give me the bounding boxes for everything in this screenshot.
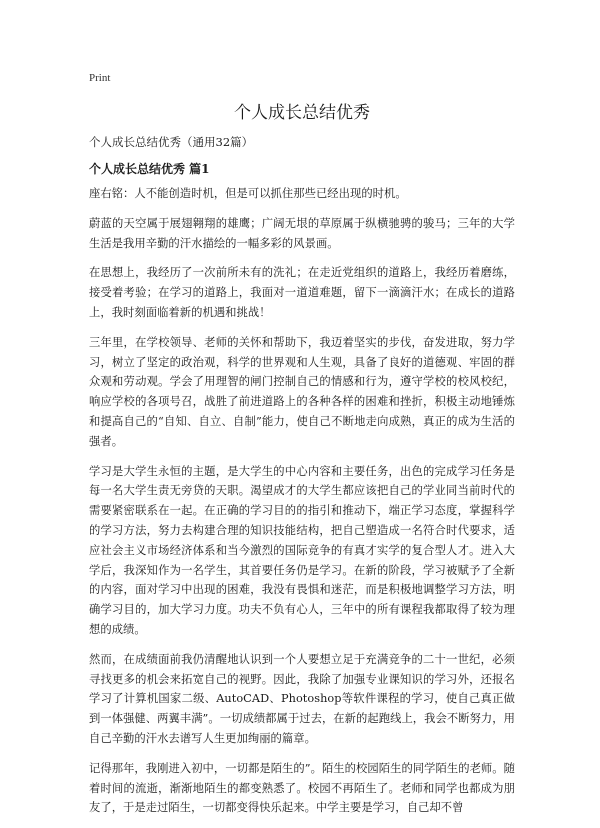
paragraph: 蔚蓝的天空属于展翅翱翔的雄鹰；广阔无垠的草原属于纵横驰骋的骏马；三年的大学生活是我用辛勤的汗水描绘的一幅多彩的风景画。 [89, 216, 515, 250]
document-subtitle: 个人成长总结优秀（通用32篇） [89, 135, 254, 149]
page-title: 个人成长总结优秀 [234, 103, 370, 123]
paragraph-motto: 座右铭：人不能创造时机，但是可以抓住那些已经出现的时机。 [89, 187, 407, 200]
document-body [89, 184, 515, 828]
paragraph: 记得那年，我刚进入初中，一切都是陌生的”。陌生的校园陌生的同学陌生的老师。随着时间的流逝，渐渐地陌生的都变熟悉了。校园不再陌生了。老师和同学也都成为朋友了，于是走过陌生，一切都变得快乐起来。中学主要是学习，自己却不曾 [89, 761, 515, 815]
paragraph: 然而，在成绩面前我仍清醒地认识到一个人要想立足于充满竞争的二十一世纪，必须寻找更多的机会来拓宽自己的视野。因此，我除了加强专业课知识的学习外，还报名学习了计算机国家二级、AutoCAD、Photoshop等软件课程的学习，使自己真正做到一体强健、两翼丰满”。一切成绩都属于过去，在新的起跑线上，我会不断努力，用自己辛勤的汗水去谱写人生更加绚丽的篇章。 [89, 652, 515, 745]
paragraph: 在思想上，我经历了一次前所未有的洗礼；在走近党组织的道路上，我经历着磨练，接受着考验；在学习的道路上，我面对一道道难题，留下一滴滴汗水；在成长的道路上，我时刻面临着新的机遇和挑战！ [89, 266, 515, 319]
paragraph: 学习是大学生永恒的主题，是大学生的中心内容和主要任务，出色的完成学习任务是每一名大学生责无旁贷的天职。渴望成才的大学生都应该把自己的学业同当前时代的需要紧密联系在一起。在正确的学习目的的指引和推动下，端正学习态度，掌握科学的学习方法，努力去构建合理的知识技能结构，把自己塑造成一名符合时代要求，适应社会主义市场经济体系和当今激烈的国际竞争的有真才实学的复合型人才。进入大学后，我深知作为一名学生，其首要任务仍是学习。在新的阶段，学习被赋予了全新的内容，面对学习中出现的困难，我没有畏惧和迷茫，而是积极地调整学习方法，明确学习目的，加大学习力度。功夫不负有心人，三年中的所有课程我都取得了较为理想的成绩。 [89, 464, 515, 636]
print-label[interactable]: Print [89, 72, 111, 84]
section-heading: 个人成长总结优秀 篇1 [89, 162, 210, 176]
paragraph: 三年里，在学校领导、老师的关怀和帮助下，我迈着坚实的步伐，奋发进取，努力学习，树立了坚定的政治观，科学的世界观和人生观，具备了良好的道德观、牢固的群众观和劳动观。学会了用理智的闸门控制自己的情感和行为，遵守学校的校风校纪，响应学校的各项号召，战胜了前进道路上的各种各样的困难和挫折，积极主动地锤炼和提高自己的“自知、自立、自制”能力，使自己不断地走向成熟，真正的成为生活的强者。 [89, 335, 515, 448]
